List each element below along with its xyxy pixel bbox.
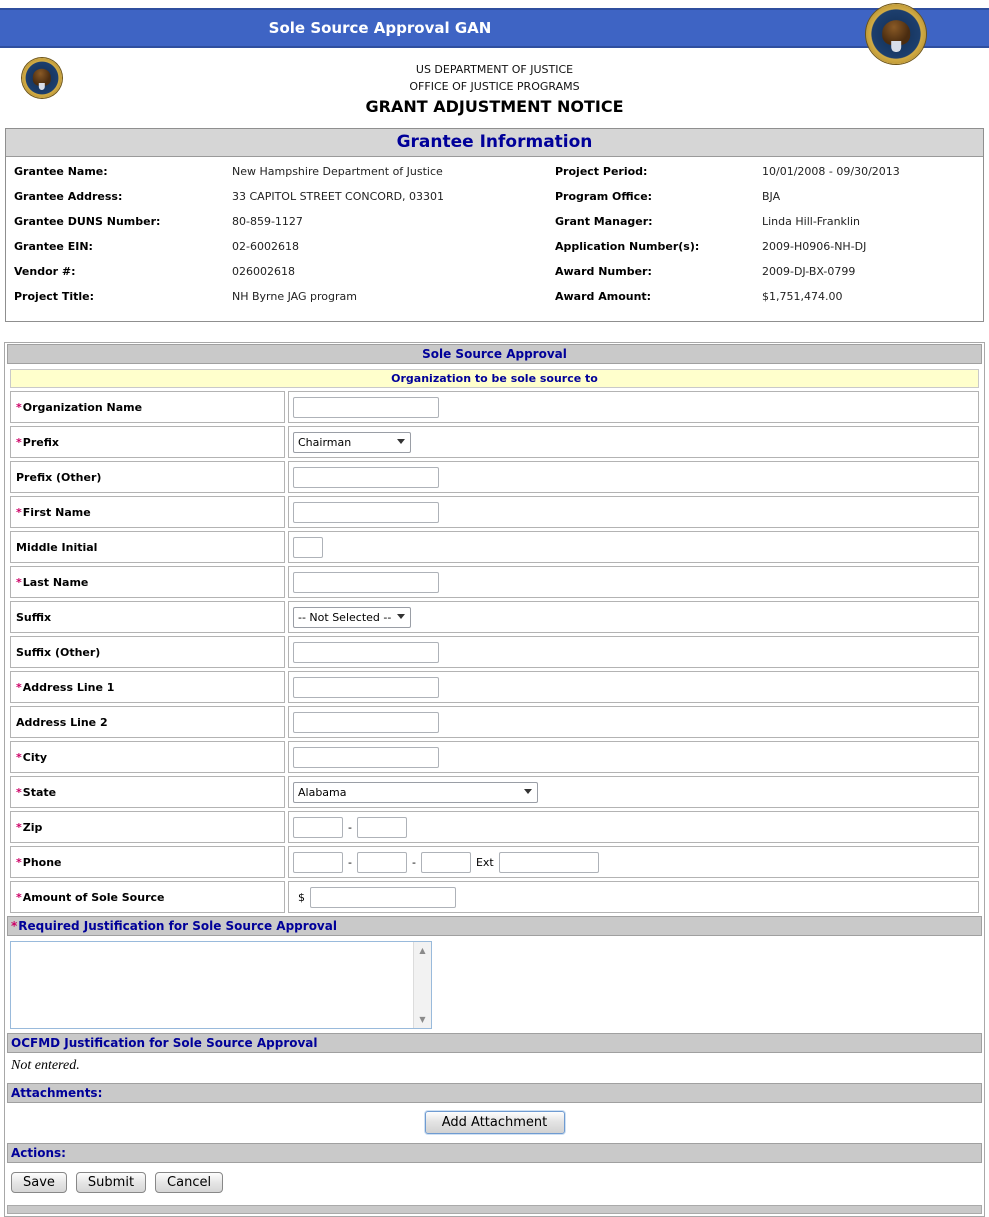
actions-header-label: Actions:	[11, 1146, 66, 1160]
required-justification-header-label: Required Justification for Sole Source Approval	[18, 919, 337, 933]
actions-header	[7, 1143, 982, 1163]
required-asterisk: *	[16, 785, 22, 799]
grantee-label: Grantee Address:	[14, 190, 123, 203]
required-asterisk: *	[16, 820, 22, 834]
submit-button[interactable]: Submit	[76, 1172, 146, 1193]
sole-source-approval-header-label: Sole Source Approval	[422, 347, 567, 361]
amount-of-sole-source-input[interactable]	[310, 887, 456, 908]
zip-input-2[interactable]	[357, 817, 407, 838]
phone-input-3[interactable]	[421, 852, 471, 873]
suffix-label: Suffix	[10, 601, 285, 633]
zip-value-cell	[288, 811, 979, 843]
scroll-up-icon[interactable]: ▲	[415, 943, 430, 958]
city-label: *City	[10, 741, 285, 773]
organization-subheader: Organization to be sole source to	[10, 369, 979, 388]
form-row-suffix-other	[10, 636, 979, 668]
form-row-address-line-1	[10, 671, 979, 703]
required-asterisk: *	[11, 919, 18, 933]
grantee-label: Application Number(s):	[555, 240, 700, 253]
prefix-select[interactable]	[293, 432, 411, 453]
ocfmd-justification-header-label: OCFMD Justification for Sole Source Approval	[11, 1036, 318, 1050]
form-row-first-name	[10, 496, 979, 528]
page-title: Sole Source Approval GAN	[268, 19, 492, 37]
letterhead-title: GRANT ADJUSTMENT NOTICE	[365, 97, 624, 116]
form-row-suffix	[10, 601, 979, 633]
first-name-input[interactable]	[293, 502, 439, 523]
prefix-other-value-cell	[288, 461, 979, 493]
justification-textarea[interactable]	[11, 942, 413, 1028]
grantee-row	[6, 265, 983, 290]
attachments-header-label: Attachments:	[11, 1086, 103, 1100]
grantee-label: Grantee EIN:	[14, 240, 93, 253]
letterhead-line-1: US DEPARTMENT OF JUSTICE	[415, 63, 574, 76]
first-name-value-cell	[288, 496, 979, 528]
grantee-information-header: Grantee Information	[6, 129, 983, 157]
attachments-header	[7, 1083, 982, 1103]
prefix-other-input[interactable]	[293, 467, 439, 488]
grantee-value: New Hampshire Department of Justice	[232, 165, 443, 178]
grantee-value: 80-859-1127	[232, 215, 303, 228]
required-asterisk: *	[16, 680, 22, 694]
grantee-value: Linda Hill-Franklin	[762, 215, 861, 228]
grantee-label: Vendor #:	[14, 265, 76, 278]
grantee-value: 2009-H0906-NH-DJ	[762, 240, 867, 253]
required-asterisk: *	[16, 750, 22, 764]
shield-icon	[39, 83, 45, 90]
grantee-label: Grant Manager:	[555, 215, 653, 228]
suffix-select-wrap	[293, 606, 411, 628]
grantee-value: NH Byrne JAG program	[232, 290, 357, 303]
state-select-wrap	[293, 781, 538, 803]
middle-initial-input[interactable]	[293, 537, 323, 558]
required-asterisk: *	[16, 890, 22, 904]
state-select[interactable]	[293, 782, 538, 803]
prefix-value-cell	[288, 426, 979, 458]
scrollbar[interactable]	[413, 942, 431, 1028]
grantee-information-body	[6, 157, 983, 321]
organization-name-value-cell	[288, 391, 979, 423]
add-attachment-button[interactable]: Add Attachment	[425, 1111, 565, 1134]
grantee-value: $1,751,474.00	[762, 290, 843, 303]
state-value-cell	[288, 776, 979, 808]
justification-textarea-frame	[10, 941, 432, 1029]
sole-source-form-table	[7, 366, 982, 916]
suffix-value-cell	[288, 601, 979, 633]
form-row-organization-name	[10, 391, 979, 423]
required-asterisk: *	[16, 400, 22, 414]
last-name-value-cell	[288, 566, 979, 598]
grantee-row	[6, 215, 983, 240]
table-subheader-row	[10, 369, 979, 388]
field-separator: $	[298, 890, 305, 904]
amount-of-sole-source-label: *Amount of Sole Source	[10, 881, 285, 913]
required-asterisk: *	[16, 855, 22, 869]
grantee-label: Project Title:	[14, 290, 95, 303]
form-row-phone	[10, 846, 979, 878]
grantee-value: BJA	[762, 190, 781, 203]
phone-label: *Phone	[10, 846, 285, 878]
grantee-value: 33 CAPITOL STREET CONCORD, 03301	[232, 190, 445, 203]
grantee-label: Program Office:	[555, 190, 653, 203]
organization-name-label: *Organization Name	[10, 391, 285, 423]
grantee-label: Project Period:	[555, 165, 648, 178]
grantee-label: Award Number:	[555, 265, 652, 278]
prefix-label: *Prefix	[10, 426, 285, 458]
ocfmd-justification-header	[7, 1033, 982, 1053]
required-asterisk: *	[16, 575, 22, 589]
doj-seal-small	[22, 58, 62, 98]
grantee-value: 10/01/2008 - 09/30/2013	[762, 165, 900, 178]
form-row-prefix-other	[10, 461, 979, 493]
sole-source-approval-section	[4, 342, 985, 1217]
form-row-last-name	[10, 566, 979, 598]
grantee-value: 2009-DJ-BX-0799	[762, 265, 856, 278]
zip-label: *Zip	[10, 811, 285, 843]
required-asterisk: *	[16, 505, 22, 519]
middle-initial-label: Middle Initial	[10, 531, 285, 563]
suffix-other-label: Suffix (Other)	[10, 636, 285, 668]
field-separator: -	[411, 855, 416, 869]
zip-input-1[interactable]	[293, 817, 343, 838]
city-input[interactable]	[293, 747, 439, 768]
grantee-value: 02-6002618	[232, 240, 299, 253]
letterhead-line-2: OFFICE OF JUSTICE PROGRAMS	[409, 80, 580, 93]
grantee-information-section	[5, 128, 984, 322]
phone-value-cell	[288, 846, 979, 878]
phone-input-1[interactable]	[293, 852, 343, 873]
address-line-1-input[interactable]	[293, 677, 439, 698]
address-line-2-label: Address Line 2	[10, 706, 285, 738]
state-label: *State	[10, 776, 285, 808]
phone-input-2[interactable]	[357, 852, 407, 873]
grantee-row	[6, 190, 983, 215]
middle-initial-value-cell	[288, 531, 979, 563]
address-line-2-input[interactable]	[293, 712, 439, 733]
cancel-button[interactable]: Cancel	[155, 1172, 223, 1193]
grantee-label: Grantee Name:	[14, 165, 108, 178]
first-name-label: *First Name	[10, 496, 285, 528]
grantee-row	[6, 290, 983, 315]
field-separator: Ext	[475, 855, 494, 869]
grantee-value: 026002618	[232, 265, 295, 278]
letterhead	[0, 48, 989, 123]
address-line-2-value-cell	[288, 706, 979, 738]
prefix-other-label: Prefix (Other)	[10, 461, 285, 493]
form-row-address-line-2	[10, 706, 979, 738]
required-asterisk: *	[16, 435, 22, 449]
form-row-state	[10, 776, 979, 808]
save-button[interactable]: Save	[11, 1172, 67, 1193]
justification-textarea-region	[7, 938, 982, 1033]
required-justification-header	[7, 916, 982, 936]
city-value-cell	[288, 741, 979, 773]
bottom-bar	[7, 1205, 982, 1214]
ocfmd-justification-value: Not entered.	[11, 1058, 80, 1073]
grantee-row	[6, 165, 983, 190]
amount-of-sole-source-value-cell	[288, 881, 979, 913]
form-row-city	[10, 741, 979, 773]
grantee-label: Award Amount:	[555, 290, 652, 303]
title-bar	[0, 8, 989, 48]
phone-input-4[interactable]	[499, 852, 599, 873]
organization-name-input[interactable]	[293, 397, 439, 418]
field-separator: -	[348, 855, 352, 869]
form-row-amount-of-sole-source	[10, 881, 979, 913]
suffix-select[interactable]	[293, 607, 411, 628]
form-row-zip	[10, 811, 979, 843]
last-name-input[interactable]	[293, 572, 439, 593]
suffix-other-input[interactable]	[293, 642, 439, 663]
last-name-label: *Last Name	[10, 566, 285, 598]
address-line-1-label: *Address Line 1	[10, 671, 285, 703]
grantee-label: Grantee DUNS Number:	[14, 215, 161, 228]
prefix-select-wrap	[293, 431, 411, 453]
grantee-row	[6, 240, 983, 265]
form-row-middle-initial	[10, 531, 979, 563]
top-spacer	[0, 0, 989, 8]
form-row-prefix	[10, 426, 979, 458]
suffix-other-value-cell	[288, 636, 979, 668]
field-separator: -	[348, 820, 352, 834]
address-line-1-value-cell	[288, 671, 979, 703]
add-attachment-row	[7, 1105, 982, 1143]
actions-button-row	[7, 1165, 982, 1203]
sole-source-approval-header	[7, 344, 982, 364]
scroll-down-icon[interactable]: ▼	[415, 1012, 430, 1027]
